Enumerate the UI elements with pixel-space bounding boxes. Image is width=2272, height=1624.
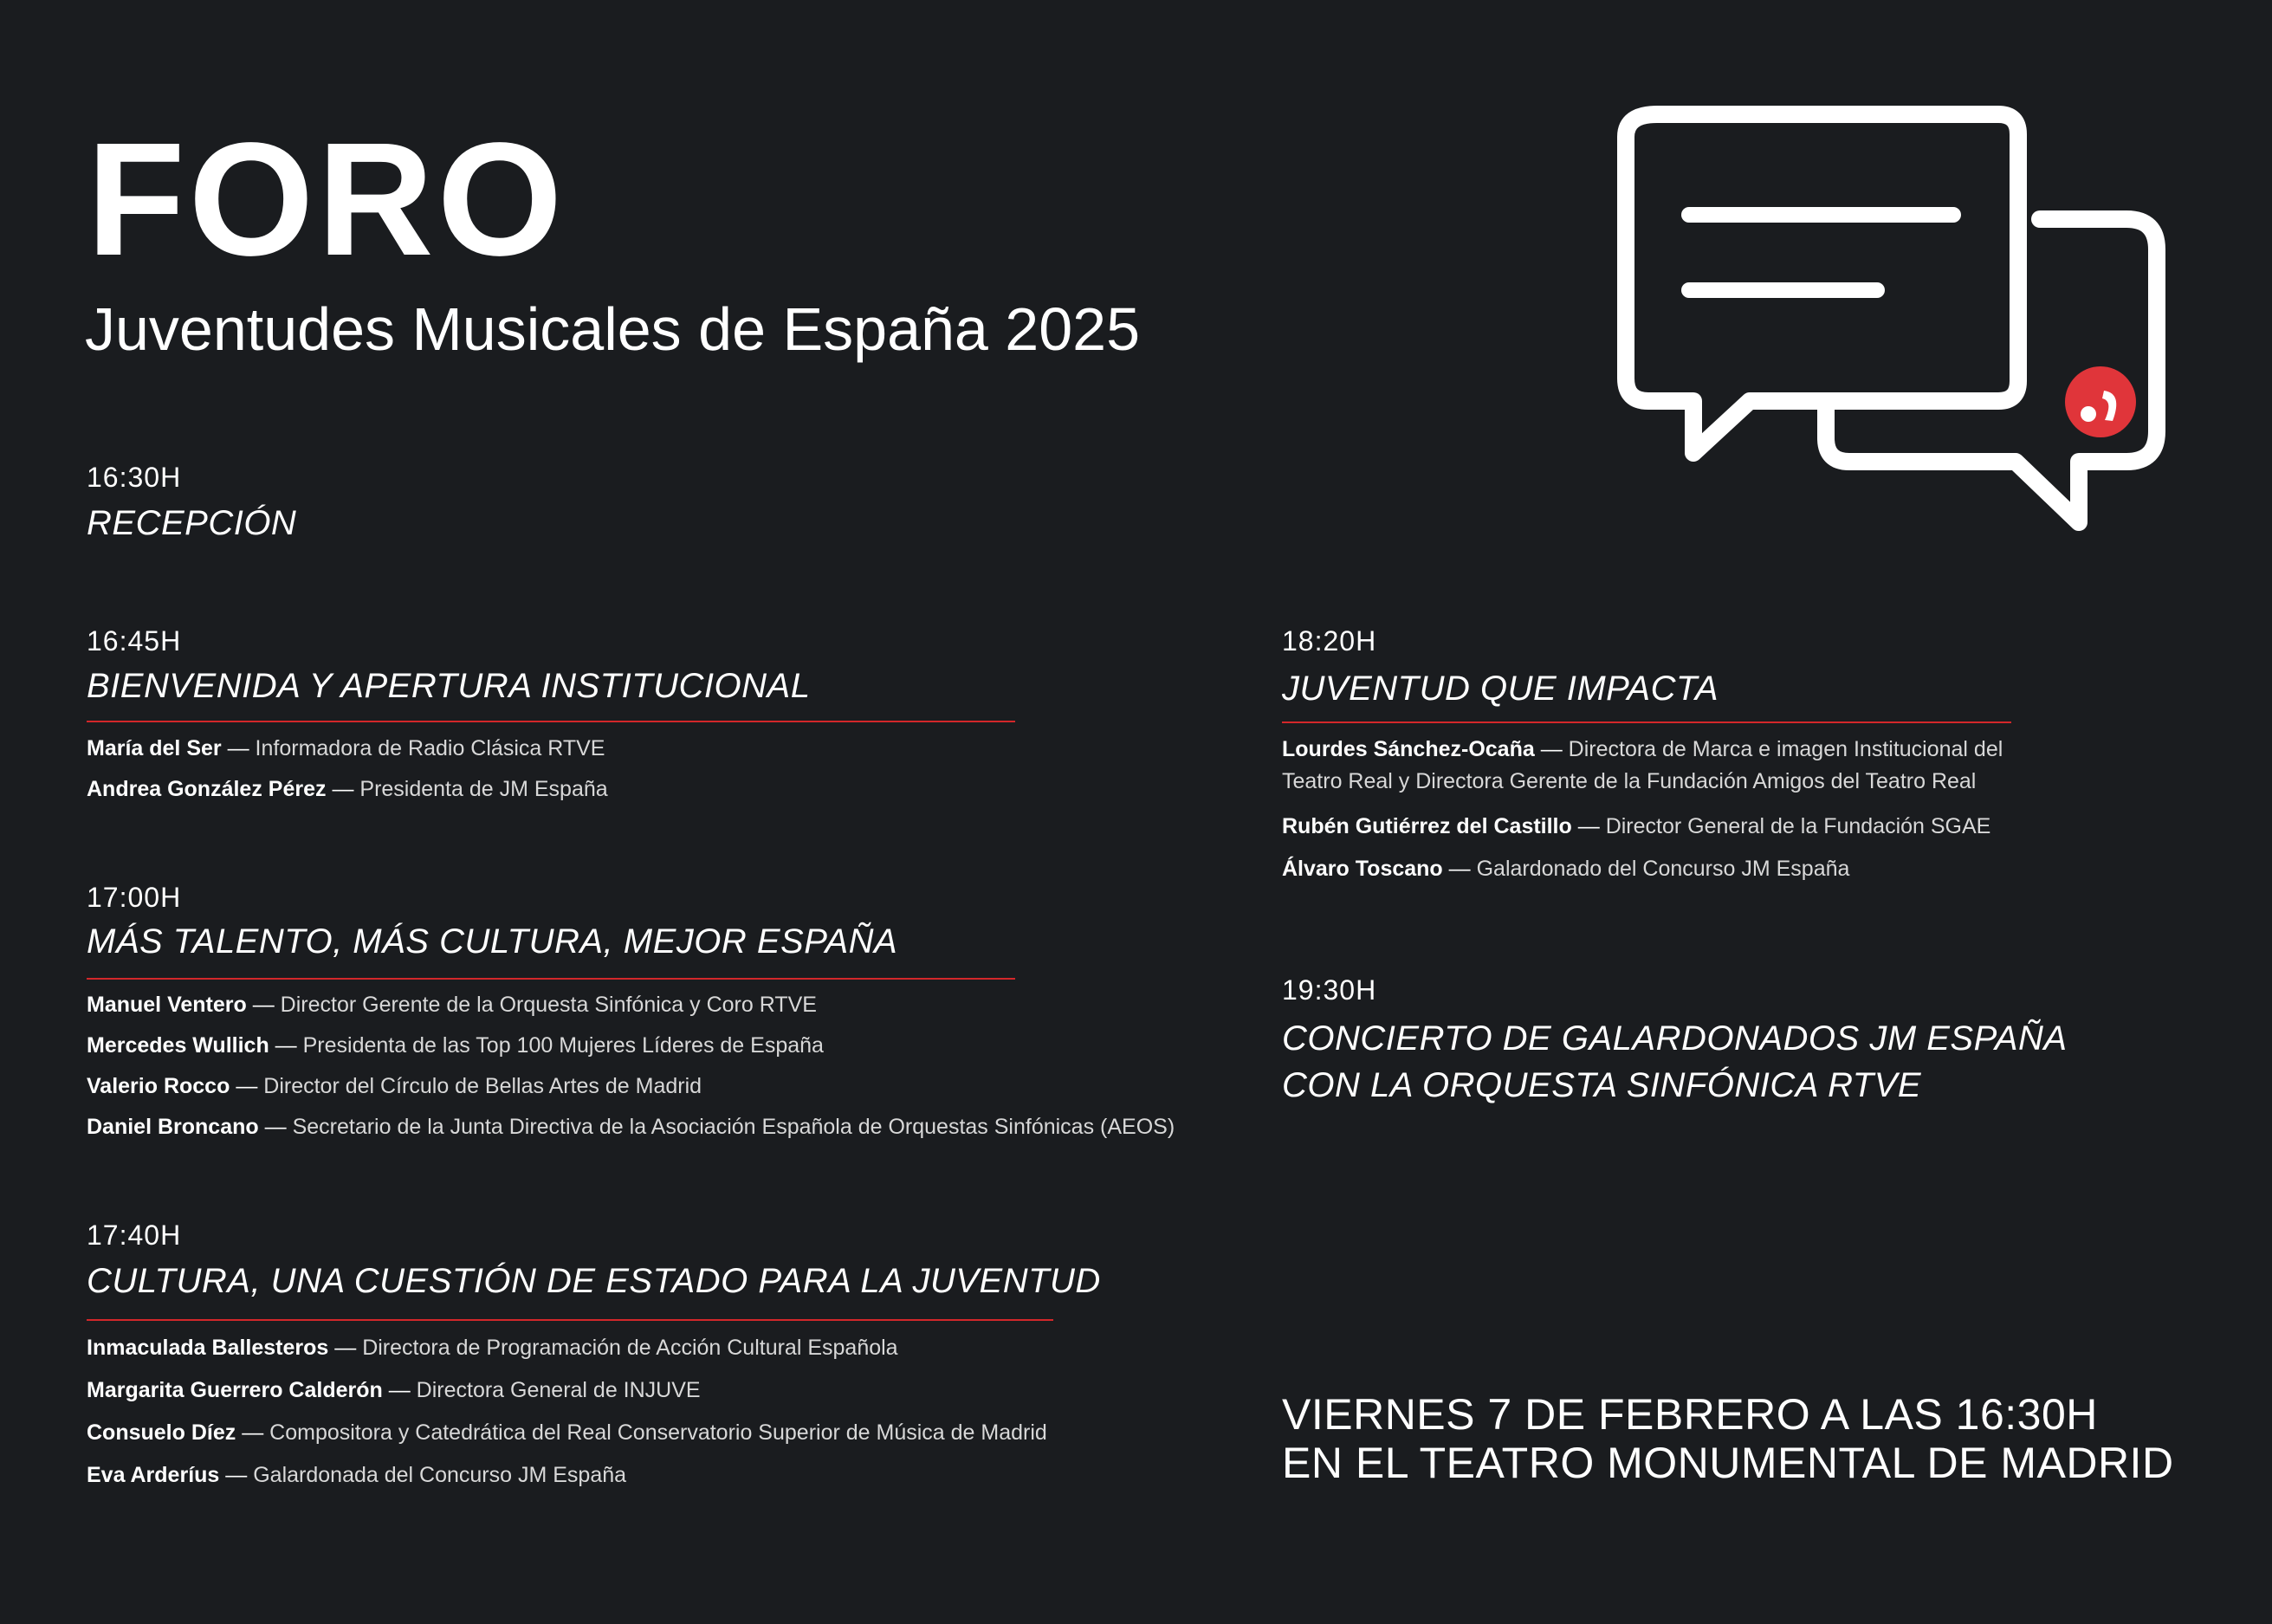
speaker-name: Mercedes Wullich — [87, 1033, 269, 1058]
speaker-name: Daniel Broncano — [87, 1115, 259, 1139]
dash: — — [275, 1033, 297, 1058]
speaker-item — [87, 1375, 701, 1406]
red-divider — [1282, 721, 2011, 723]
dash: — — [1448, 857, 1471, 881]
speaker-name: Rubén Gutiérrez del Castillo — [1282, 814, 1572, 838]
session-time: 17:00H — [87, 882, 182, 913]
speaker-item — [1282, 734, 2003, 765]
speaker-item — [1282, 811, 1990, 842]
speaker-role: Presidenta de las Top 100 Mujeres Líderes de España — [302, 1033, 824, 1058]
speaker-name: María del Ser — [87, 736, 222, 760]
dash: — — [252, 993, 275, 1017]
event-date-location — [1282, 1390, 2174, 1487]
dash: — — [236, 1074, 258, 1098]
speaker-role: Director Gerente de la Orquesta Sinfónica y Coro RTVE — [280, 993, 817, 1017]
speaker-name: Consuelo Díez — [87, 1420, 236, 1445]
speaker-name: Lourdes Sánchez-Ocaña — [1282, 737, 1535, 761]
session-time: 16:45H — [87, 625, 182, 657]
speaker-role: Directora General de INJUVE — [416, 1378, 701, 1402]
event-location: EN EL TEATRO MONUMENTAL DE MADRID — [1282, 1439, 2174, 1487]
session-title: CONCIERTO DE GALARDONADOS JM ESPAÑA — [1282, 1019, 2068, 1058]
speaker-role: Compositora y Catedrática del Real Conservatorio Superior de Música de Madrid — [269, 1420, 1047, 1445]
speaker-role: Directora de Programación de Acción Cultural Española — [362, 1336, 898, 1360]
speaker-item — [87, 1417, 1047, 1448]
dash: — — [264, 1115, 287, 1139]
speaker-role: Galardonado del Concurso JM España — [1476, 857, 1850, 881]
speaker-item — [87, 733, 605, 764]
speaker-role: Director General de la Fundación SGAE — [1605, 814, 1991, 838]
page-subtitle: Juventudes Musicales de España 2025 — [85, 295, 1141, 363]
speaker-role: Directora de Marca e imagen Institucional del — [1568, 737, 2003, 761]
speaker-role: Director del Círculo de Bellas Artes de Madrid — [263, 1074, 702, 1098]
speaker-item — [87, 1459, 626, 1491]
dash: — — [242, 1420, 264, 1445]
speaker-name: Eva Arderíus — [87, 1463, 220, 1487]
speaker-name: Margarita Guerrero Calderón — [87, 1378, 383, 1402]
speaker-role: Presidenta de JM España — [359, 777, 608, 801]
session-title: BIENVENIDA Y APERTURA INSTITUCIONAL — [87, 667, 811, 705]
page-title: FORO — [87, 110, 566, 289]
speaker-name: Álvaro Toscano — [1282, 857, 1443, 881]
speaker-name: Manuel Ventero — [87, 993, 247, 1017]
session-title-line2: CON LA ORQUESTA SINFÓNICA RTVE — [1282, 1066, 1922, 1104]
speaker-item — [87, 773, 608, 805]
dash: — — [1540, 737, 1563, 761]
dash: — — [388, 1378, 411, 1402]
session-title: CULTURA, UNA CUESTIÓN DE ESTADO PARA LA JUVENTUD — [87, 1262, 1101, 1300]
session-title: JUVENTUD QUE IMPACTA — [1282, 670, 1719, 708]
session-time: 18:20H — [1282, 625, 1377, 657]
dash: — — [1577, 814, 1600, 838]
speaker-item — [87, 989, 817, 1020]
speaker-role: Galardonada del Concurso JM España — [253, 1463, 627, 1487]
speaker-item — [1282, 853, 1849, 884]
dash: — — [334, 1336, 357, 1360]
speaker-item — [87, 1030, 824, 1061]
speaker-name: Valerio Rocco — [87, 1074, 230, 1098]
speaker-name: Inmaculada Ballesteros — [87, 1336, 329, 1360]
speaker-role: Informadora de Radio Clásica RTVE — [255, 736, 605, 760]
dash: — — [227, 736, 249, 760]
chat-bubbles-icon — [1607, 102, 2165, 544]
session-title: MÁS TALENTO, MÁS CULTURA, MEJOR ESPAÑA — [87, 922, 898, 961]
red-divider — [87, 721, 1015, 722]
speaker-role-continued: Teatro Real y Directora Gerente de la Fundación Amigos del Teatro Real — [1282, 769, 1977, 793]
event-date: VIERNES 7 DE FEBRERO A LAS 16:30H — [1282, 1390, 2098, 1439]
session-time: 16:30H — [87, 462, 182, 493]
speaker-item — [87, 1071, 702, 1102]
dash: — — [225, 1463, 248, 1487]
red-divider — [87, 1319, 1053, 1321]
session-time: 17:40H — [87, 1220, 182, 1251]
speaker-item — [87, 1332, 898, 1363]
speaker-name: Andrea González Pérez — [87, 777, 327, 801]
dash: — — [332, 777, 354, 801]
red-divider — [87, 978, 1015, 980]
session-title: RECEPCIÓN — [87, 504, 297, 542]
speaker-role: Secretario de la Junta Directiva de la Asociación Española de Orquestas Sinfónicas (AEOS) — [292, 1115, 1175, 1139]
speaker-item — [87, 1111, 1175, 1142]
session-time: 19:30H — [1282, 974, 1377, 1006]
